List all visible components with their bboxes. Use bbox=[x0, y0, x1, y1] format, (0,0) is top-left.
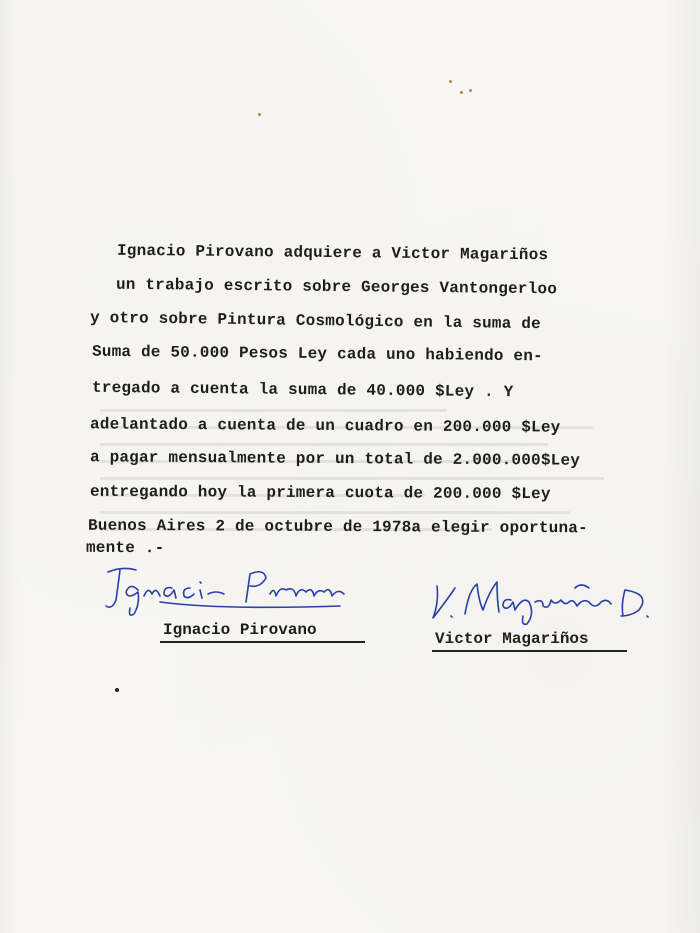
letter-line: tregado a cuenta la suma de 40.000 $Ley . Y bbox=[91, 378, 514, 402]
signer-name-left: Ignacio Pirovano bbox=[163, 621, 317, 639]
letter-line: adelantado a cuenta de un cuadro en 200.000 $Ley bbox=[89, 415, 561, 437]
signer-underline-left bbox=[160, 641, 365, 643]
letter-line: y otro sobre Pintura Cosmológico en la suma de bbox=[89, 308, 541, 334]
handwritten-signature-right bbox=[425, 570, 675, 630]
signer-name-right: Victor Magariños bbox=[435, 630, 589, 648]
handwritten-signature-left bbox=[100, 560, 370, 620]
letter-line: un trabajo escrito sobre Georges Vantongerloo bbox=[115, 275, 558, 299]
letter-line: Buenos Aires 2 de octubre de 1978a elegir oportuna- bbox=[87, 516, 588, 538]
letter-line: mente .- bbox=[85, 538, 165, 558]
signer-underline-right bbox=[432, 650, 627, 652]
ink-dot bbox=[115, 688, 119, 692]
letter-line: Ignacio Pirovano adquiere a Victor Magariños bbox=[116, 241, 549, 265]
letter-line: a pagar mensualmente por un total de 2.000.000$Ley bbox=[89, 448, 581, 470]
letter-line: Suma de 50.000 Pesos Ley cada uno habiendo en- bbox=[91, 342, 543, 366]
letter-line: entregando hoy la primera cuota de 200.000 $Ley bbox=[89, 482, 551, 504]
